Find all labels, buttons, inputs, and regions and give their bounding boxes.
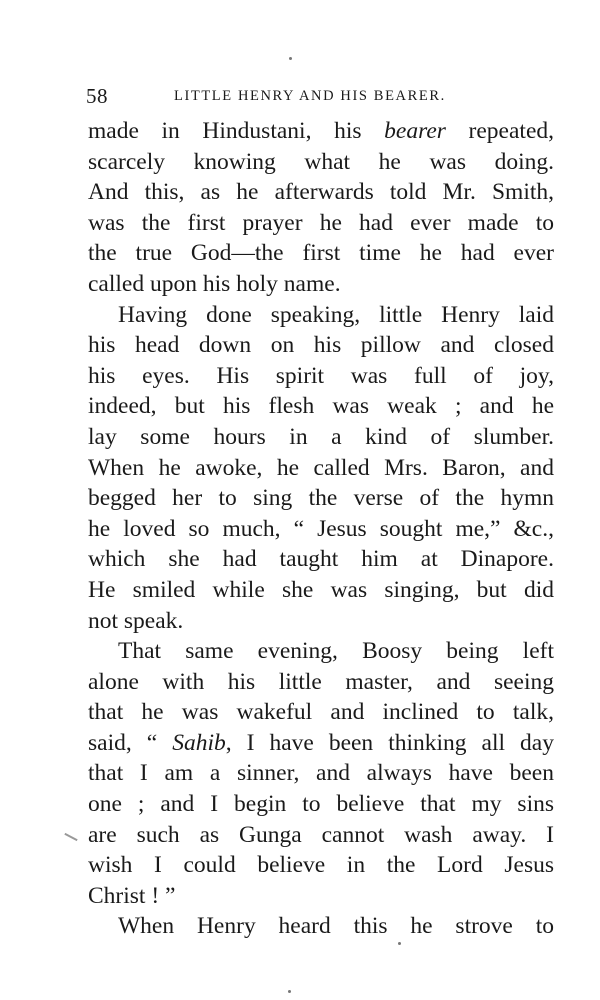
text-line: When Henry heard this he strove to [118, 913, 554, 940]
text-line: that I am a sinner, and always have been [88, 760, 554, 787]
text-line: called upon his holy name. [88, 270, 341, 297]
text-line: wish I could believe in the Lord Jesus [88, 852, 554, 879]
text-line: scarcely knowing what he was doing. [88, 148, 554, 175]
text-line: begged her to sing the verse of the hymn [88, 485, 554, 512]
text-line: not speak. [88, 607, 184, 634]
text-line: Having done speaking, little Henry laid [118, 301, 554, 328]
print-speck [398, 942, 401, 945]
text-line: said, “ Sahib, I have been thinking all day [88, 729, 554, 756]
text-line: his head down on his pillow and closed [88, 332, 554, 359]
text-line: one ; and I begin to believe that my sins [88, 791, 554, 818]
text-line: the true God—the first time he had ever [88, 240, 554, 267]
text-line: lay some hours in a kind of slumber. [88, 423, 554, 450]
text-line: his eyes. His spirit was full of joy, [88, 362, 554, 389]
text-line: was the first prayer he had ever made to [88, 209, 554, 236]
page-number: 58 [86, 84, 108, 108]
text-line: which she had taught him at Dinapore. [88, 546, 554, 573]
text-line: indeed, but his flesh was weak ; and he [88, 393, 554, 420]
print-speck [288, 990, 291, 993]
page-header [86, 84, 556, 108]
running-head: LITTLE HENRY AND HIS BEARER. [174, 88, 446, 104]
italic-word: Sahib [172, 729, 226, 756]
text-line: He smiled while she was singing, but did [88, 576, 554, 603]
italic-word: bearer [384, 118, 446, 144]
text-line: alone with his little master, and seeing [88, 668, 554, 695]
text-line: made in Hindustani, his bearer repeated, [88, 118, 555, 144]
text-line: he loved so much, “ Jesus sought me,” &c., [88, 515, 554, 542]
text-line: When he awoke, he called Mrs. Baron, and [88, 454, 554, 481]
print-speck [289, 57, 292, 60]
print-speck [64, 833, 77, 841]
text-line: that he was wakeful and inclined to talk, [88, 699, 554, 726]
text-line: That same evening, Boosy being left [118, 638, 554, 665]
text-line: And this, as he afterwards told Mr. Smith, [88, 179, 554, 206]
text-line: Christ ! ” [88, 882, 176, 909]
body-text [88, 116, 554, 942]
text-line: are such as Gunga cannot wash away. I [88, 821, 554, 848]
